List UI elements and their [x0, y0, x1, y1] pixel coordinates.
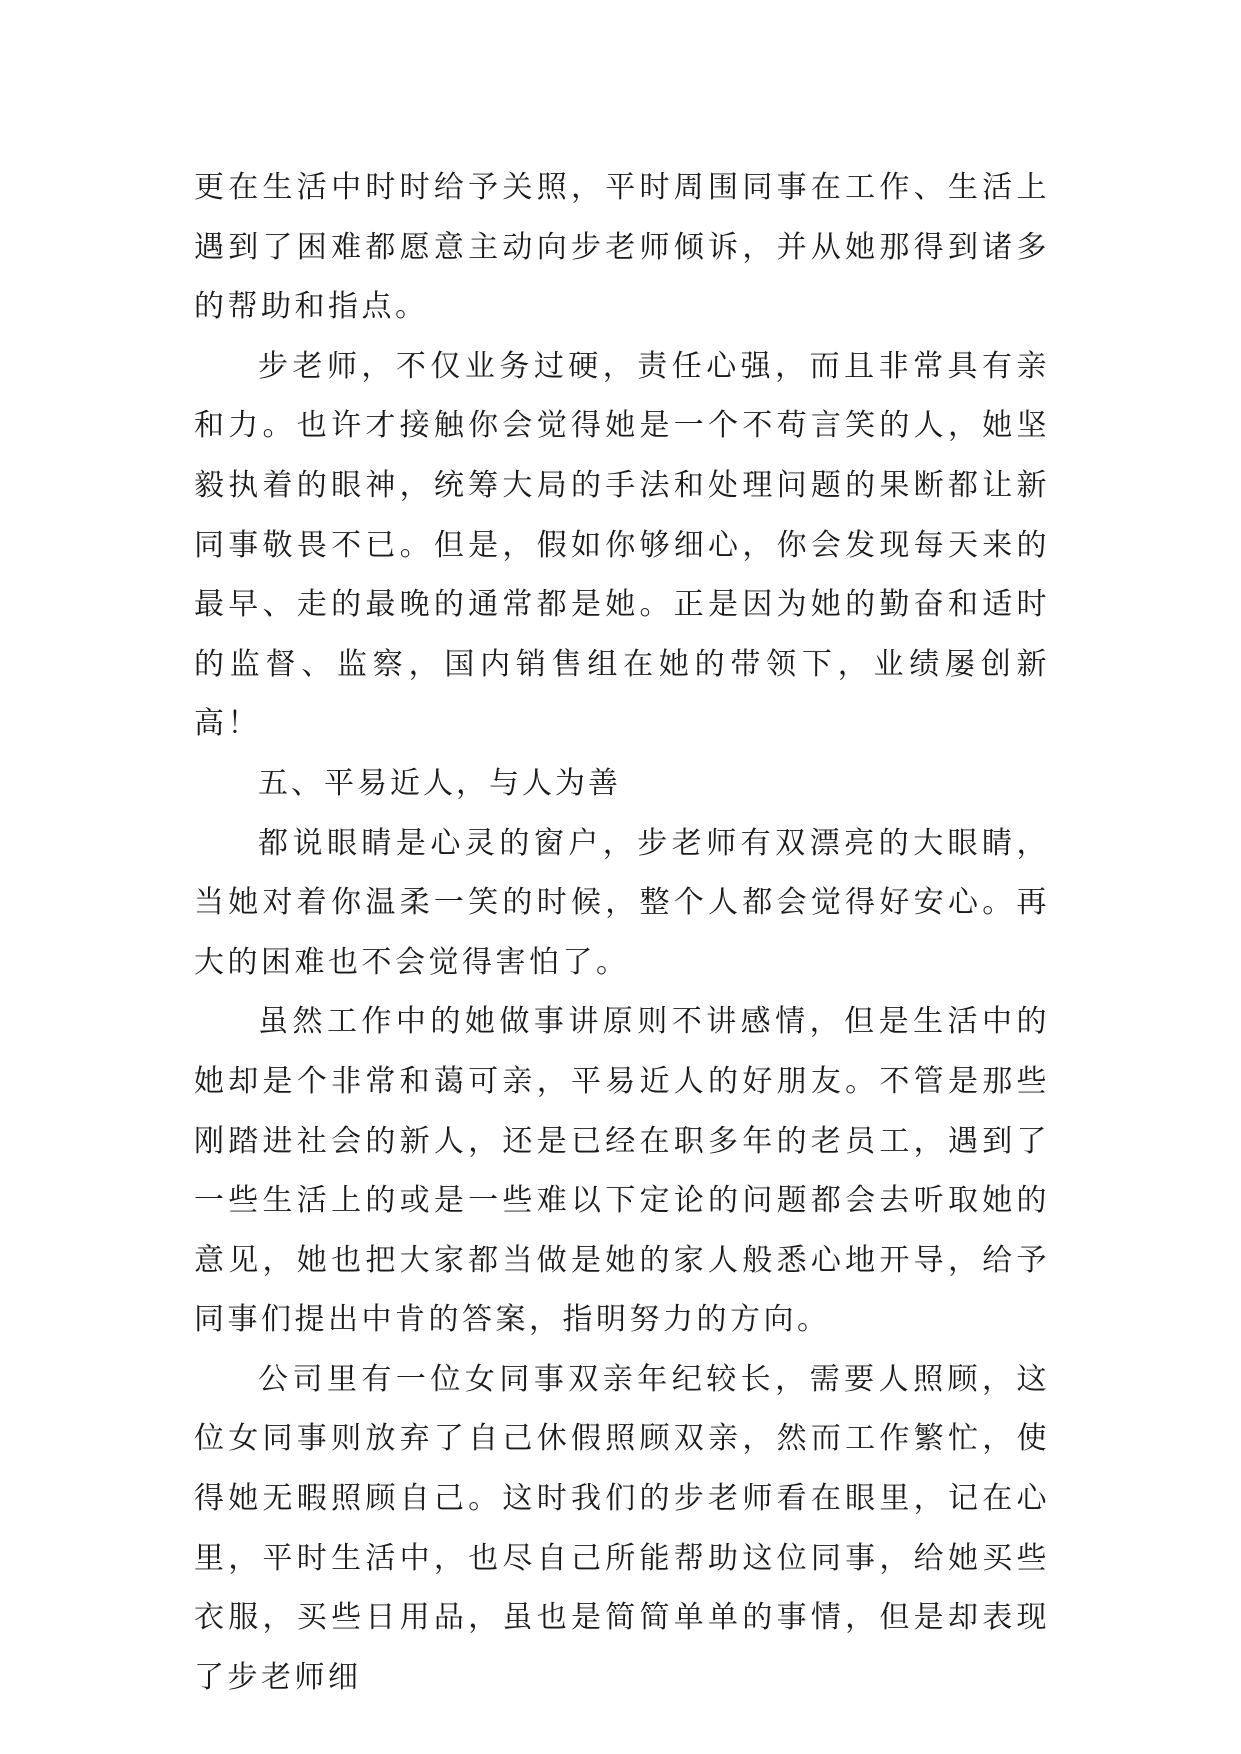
paragraph-2: 步老师，不仅业务过硬，责任心强，而且非常具有亲和力。也许才接触你会觉得她是一个不苟言笑的人，她坚毅执着的眼神，统筹大局的手法和处理问题的果断都让新同事敬畏不已。但是，假如你够细心，你会发现每天来的最早、走的最晚的通常都是她。正是因为她的勤奋和适时的监督、监察，国内销售组在她的带领下，业绩屡创新高！ — [194, 348, 1050, 742]
body-text — [194, 158, 1050, 1707]
paragraph-5: 公司里有一位女同事双亲年纪较长，需要人照顾，这位女同事则放弃了自己休假照顾双亲，然而工作繁忙，使得她无暇照顾自己。这时我们的步老师看在眼里，记在心里，平时生活中，也尽自己所能帮助这位同事，给她买些衣服，买些日用品，虽也是简简单单的事情，但是却表现了步老师细 — [194, 1361, 1050, 1695]
paragraph-4: 虽然工作中的她做事讲原则不讲感情，但是生活中的她却是个非常和蔼可亲，平易近人的好朋友。不管是那些刚踏进社会的新人，还是已经在职多年的老员工，遇到了一些生活上的或是一些难以下定论的问题都会去听取她的意见，她也把大家都当做是她的家人般悉心地开导，给予同事们提出中肯的答案，指明努力的方向。 — [194, 1004, 1050, 1338]
section-heading-5: 五、平易近人，与人为善 — [258, 765, 621, 801]
paragraph-1: 更在生活中时时给予关照，平时周围同事在工作、生活上遇到了困难都愿意主动向步老师倾诉，并从她那得到诸多的帮助和指点。 — [194, 170, 1050, 325]
paragraph-3: 都说眼睛是心灵的窗户，步老师有双漂亮的大眼睛，当她对着你温柔一笑的时候，整个人都会觉得好安心。再大的困难也不会觉得害怕了。 — [194, 825, 1050, 980]
